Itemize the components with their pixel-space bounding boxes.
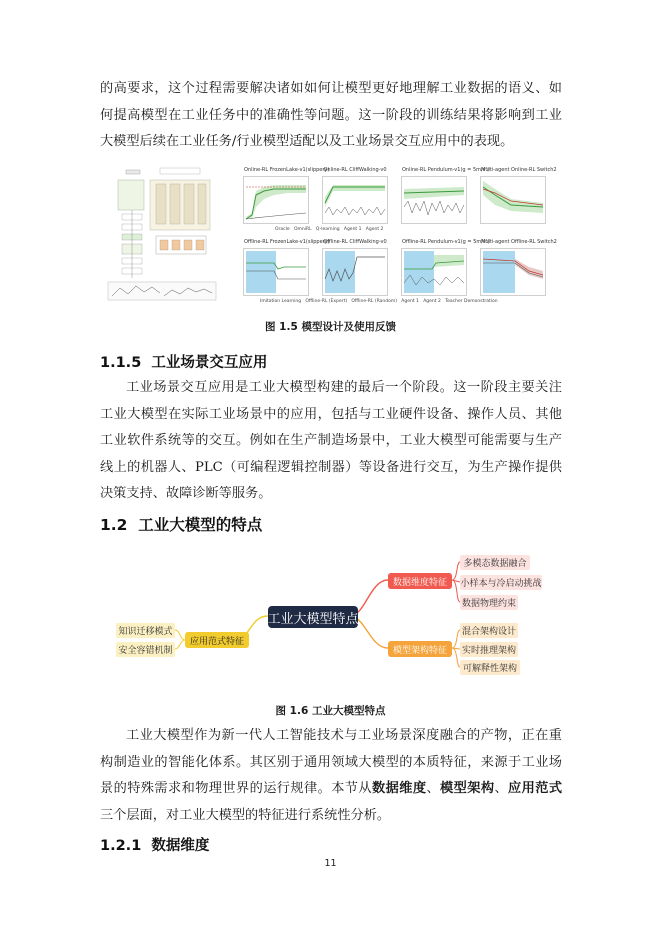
section-heading-1-1-5 (100, 351, 267, 372)
keyword-model-architecture: 模型架构 (440, 781, 495, 796)
text-line: 决策支持、故障诊断等服务。 (100, 486, 272, 501)
mindmap-leaf: 安全容错机制 (116, 642, 175, 657)
text-line: 的高要求，这个过程需要解决诸如如何让模型更好地理解工业数据的语义、如 (100, 81, 562, 96)
text-line: 工业软件系统等的交互。例如在生产制造场景中，工业大模型可能需要与生产 (100, 433, 562, 448)
text-line: 三个层面，对工业大模型的特征进行系统性分析。 (100, 807, 391, 823)
mindmap-leaf: 小样本与冷启动挑战 (460, 575, 542, 590)
mindmap-leaf: 混合架构设计 (460, 623, 518, 638)
mindmap-figure-1-6 (100, 548, 562, 673)
legend-item: Imitation Learning (260, 299, 302, 304)
panel-plot (323, 249, 387, 295)
section-number: 1.1.5 (100, 355, 142, 371)
mindmap-node-data-dimension: 数据维度特征 (388, 573, 452, 589)
legend-item: OmniRL (293, 227, 312, 232)
panel-plot (244, 177, 308, 223)
panel-plot (402, 249, 466, 295)
legend-item: Q-learning (315, 227, 340, 232)
section-heading-1-2-1 (100, 834, 209, 855)
section-title: 工业大模型的特点 (138, 516, 263, 534)
panel-title: Online-RL Pendulum-v1(g = 5m/s²) (402, 167, 490, 173)
chart-panel-top-2 (322, 167, 388, 224)
section-title: 工业场景交互应用 (151, 355, 268, 371)
text-line-with-keywords (100, 776, 562, 803)
legend-bottom (260, 299, 498, 304)
panel-title: Online-RL CliffWalking-v0 (323, 167, 387, 173)
panel-title: Online-RL FrozenLake-v1(slippery) (244, 167, 330, 173)
panel-plot (481, 177, 545, 223)
mindmap-center-node: 工业大模型特点 (268, 606, 358, 628)
mindmap-node-application: 应用范式特征 (185, 632, 249, 648)
panel-plot (244, 249, 308, 295)
panel-title: Offline-RL FrozenLake-v1(slippery) (244, 239, 330, 245)
text-line: 工业场景交互应用是工业大模型构建的最后一个阶段。这一阶段主要关注 (126, 380, 562, 395)
section-title: 数据维度 (151, 838, 210, 854)
chart-panel-top-4 (480, 167, 557, 224)
chart-panel-bottom-4 (480, 239, 557, 296)
paragraph-training-results (100, 76, 562, 156)
chart-panel-bottom-1 (243, 239, 330, 296)
panel-title: Offline-RL CliffWalking-v0 (323, 239, 387, 245)
mindmap-leaf: 可解释性架构 (460, 660, 520, 675)
panel-plot (481, 249, 545, 295)
panel-title: Offline-RL Pendulum-v1(g = 5m/s²) (402, 239, 490, 245)
section-number: 1.2 (100, 516, 128, 534)
architecture-diagram (100, 166, 230, 306)
legend-item: Oracle (275, 227, 290, 232)
legend-item: Agent 2 (365, 227, 384, 232)
panel-title: Multi-agent Online-RL Switch2 (481, 167, 557, 173)
mindmap-leaf: 知识迁移模式 (116, 623, 175, 638)
keyword-application-paradigm: 应用范式 (508, 781, 563, 796)
mindmap-leaf: 数据物理约束 (460, 595, 518, 610)
chart-panel-bottom-2 (322, 239, 388, 296)
legend-item: Agent 2 (423, 299, 441, 304)
paragraph-characteristics (100, 723, 562, 829)
legend-item: Offline-RL (Expert) (305, 299, 348, 304)
legend-top (275, 227, 383, 232)
section-heading-1-2 (100, 513, 262, 535)
mindmap-leaf: 实时推理架构 (460, 642, 518, 657)
text-line: 工业大模型作为新一代人工智能技术与工业场景深度融合的产物，正在重 (126, 728, 562, 743)
panel-plot (402, 177, 466, 223)
text-line: 何提高模型在工业任务中的准确性等问题。这一阶段的训练结果将影响到工业 (100, 107, 562, 123)
separator: 、 (426, 781, 441, 796)
text-line: 大模型后续在工业任务/行业模型适配以及工业场景交互应用中的表现。 (100, 134, 514, 149)
page-number: 11 (324, 858, 337, 869)
separator: 、 (494, 781, 509, 796)
text-line: 线上的机器人、PLC（可编程逻辑控制器）等设备进行交互，为生产操作提供 (100, 459, 562, 475)
mindmap-node-architecture: 模型架构特征 (388, 641, 452, 657)
figure-1-5 (100, 166, 562, 312)
keyword-data-dimension: 数据维度 (372, 781, 427, 796)
text-fragment: 景的特殊需求和物理世界的运行规律。本节从 (100, 781, 373, 796)
chart-panel-bottom-3 (401, 239, 490, 296)
paragraph-scene-interaction (100, 375, 562, 508)
legend-item: Offline-RL (Random) (351, 299, 397, 304)
panel-title: Multi-agent Offline-RL Switch2 (481, 239, 557, 245)
legend-item: Teacher Demonstration (445, 299, 498, 304)
text-line: 构制造业的智能化体系。其区别于通用领域大模型的本质特征，来源于工业场 (100, 754, 562, 770)
section-number: 1.2.1 (100, 838, 142, 854)
figure-1-5-caption: 图 1.5 模型设计及使用反馈 (265, 321, 396, 333)
mindmap-leaf: 多模态数据融合 (460, 555, 530, 570)
text-line: 工业大模型在实际工业场景中的应用，包括与工业硬件设备、操作人员、其他 (100, 406, 562, 422)
legend-item: Agent 1 (401, 299, 419, 304)
panel-plot (323, 177, 387, 223)
figure-1-6-caption: 图 1.6 工业大模型特点 (275, 705, 386, 717)
chart-panel-top-1 (243, 167, 330, 224)
legend-item: Agent 1 (343, 227, 362, 232)
chart-panel-top-3 (401, 167, 490, 224)
